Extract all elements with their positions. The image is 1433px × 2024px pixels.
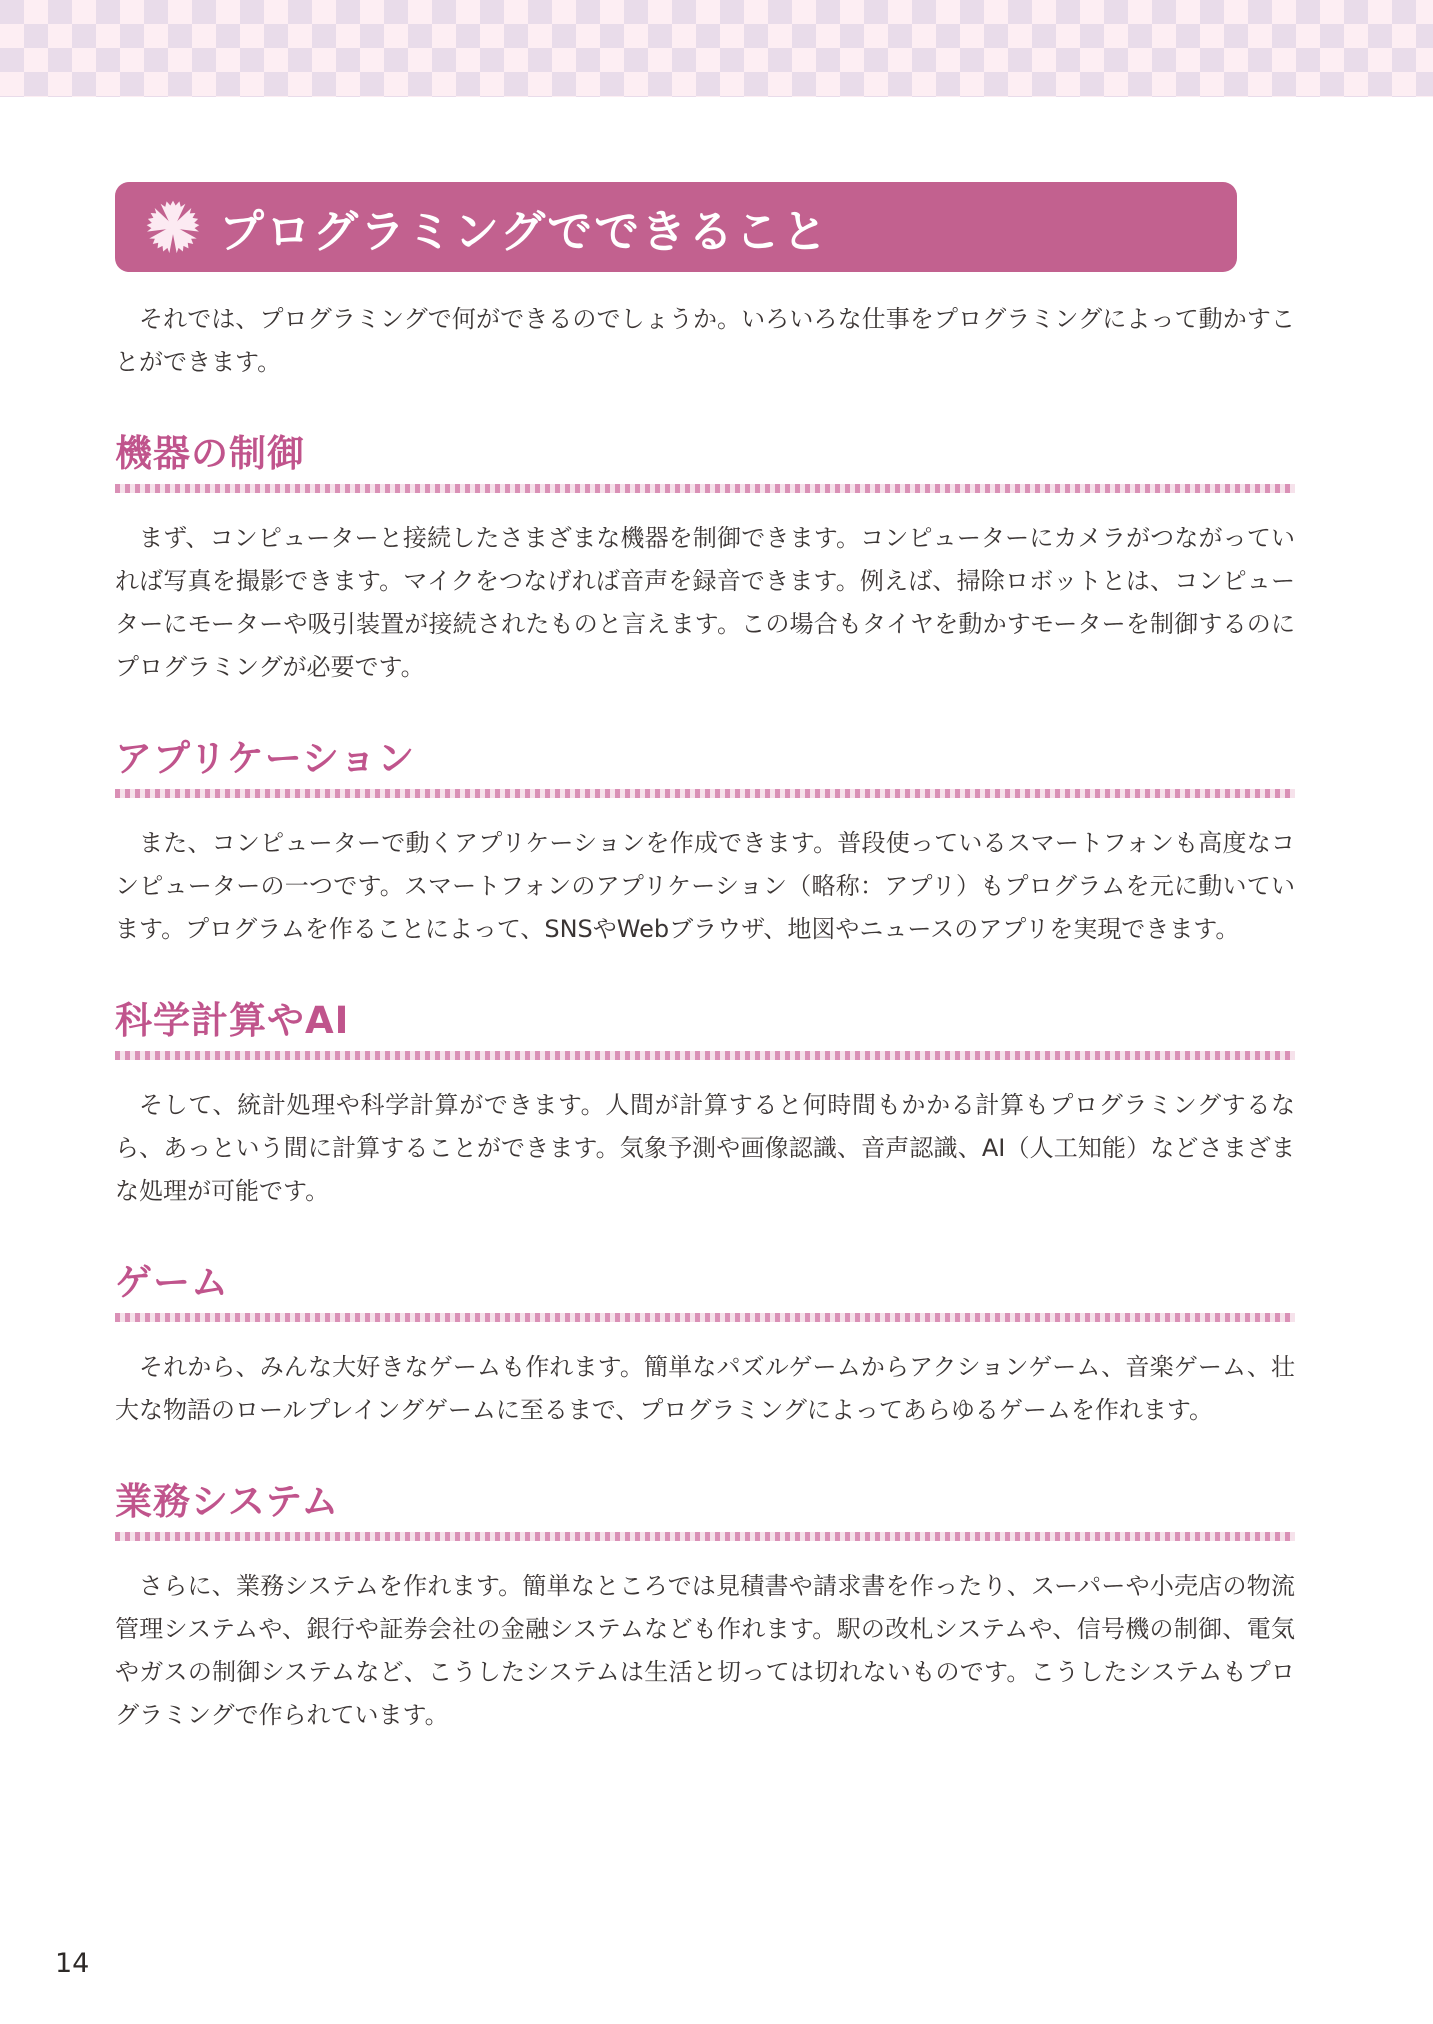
section-paragraph: まず、コンピューターと接続したさまざまな機器を制御できます。コンピューターにカメラがつながっていれば写真を撮影できます。マイクをつなげれば音声を録音できます。例えば、掃除ロボットとは、コンピューターにモーターや吸引装置が接続されたものと言えます。この場合もタイヤを動かすモーターを制御するのにプログラミングが必要です。	[115, 524, 1295, 681]
section-paragraph: さらに、業務システムを作れます。簡単なところでは見積書や請求書を作ったり、スーパーや小売店の物流管理システムや、銀行や証券会社の金融システムなども作れます。駅の改札システムや、信号機の制御、電気やガスの制御システムなど、こうしたシステムは生活と切っては切れないものです。こうしたシステムもプログラミングで作られています。	[115, 1572, 1295, 1729]
page-title: プログラミングでできること	[219, 204, 830, 258]
section-paragraph: また、コンピューターで動くアプリケーションを作成できます。普段使っているスマートフォンも高度なコンピューターの一つです。スマートフォンのアプリケーション（略称：アプリ）もプログラムを元に動いています。プログラムを作ることによって、SNSやWebブラウザ、地図やニュースのアプリを実現できます。	[115, 829, 1295, 943]
section-heading: 機器の制御	[115, 432, 305, 475]
page-number: 14	[55, 1948, 90, 1979]
section-divider	[115, 1051, 1295, 1060]
section-divider	[115, 484, 1295, 493]
section-paragraph: そして、統計処理や科学計算ができます。人間が計算すると何時間もかかる計算もプログラミングするなら、あっという間に計算することができます。気象予測や画像認識、音声認識、AI（人工知能）などさまざまな処理が可能です。	[115, 1091, 1295, 1205]
section-heading: ゲーム	[115, 1261, 229, 1304]
section-divider	[115, 1313, 1295, 1322]
section-heading: 科学計算やAI	[115, 999, 350, 1042]
section-device-control	[115, 432, 1295, 689]
page-content	[115, 298, 1295, 1737]
section-heading: アプリケーション	[115, 737, 416, 780]
section-divider	[115, 789, 1295, 798]
section-scientific-computing-ai	[115, 999, 1295, 1213]
checkerboard-header-band	[0, 0, 1433, 97]
intro-paragraph: それでは、プログラミングで何ができるのでしょうか。いろいろな仕事をプログラミングによって動かすことができます。	[115, 305, 1295, 376]
flower-icon	[141, 195, 205, 259]
section-divider	[115, 1532, 1295, 1541]
chapter-title-banner	[115, 182, 1237, 272]
section-paragraph: それから、みんな大好きなゲームも作れます。簡単なパズルゲームからアクションゲーム、音楽ゲーム、壮大な物語のロールプレイングゲームに至るまで、プログラミングによってあらゆるゲームを作れます。	[115, 1353, 1295, 1424]
section-applications	[115, 737, 1295, 951]
section-heading: 業務システム	[115, 1480, 340, 1523]
section-business-systems	[115, 1480, 1295, 1737]
section-games	[115, 1261, 1295, 1432]
